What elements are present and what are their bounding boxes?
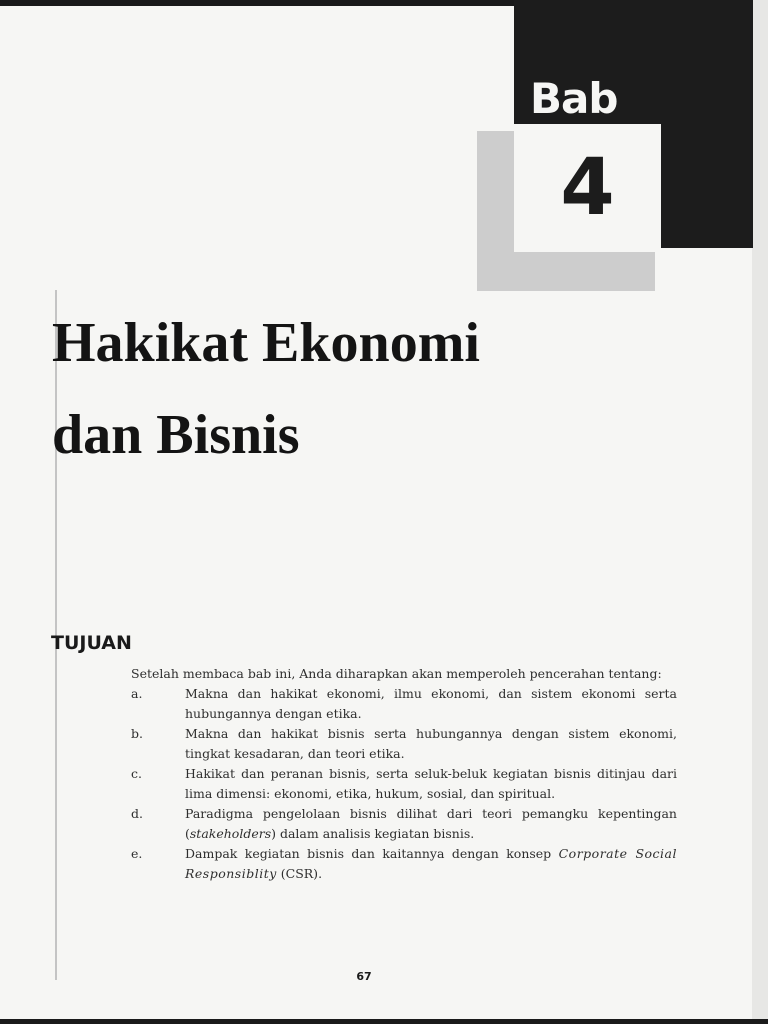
objective-text-start: Dampak kegiatan bisnis dan kaitannya dengan konsep bbox=[185, 846, 559, 861]
chapter-title-line-2: dan Bisnis bbox=[52, 404, 300, 466]
objective-text: Makna dan hakikat ekonomi, ilmu ekonomi, dan sistem ekonomi serta hubungannya dengan etika. bbox=[185, 686, 677, 721]
chapter-label: Bab bbox=[530, 74, 618, 123]
objective-text bbox=[185, 844, 677, 884]
objectives-list bbox=[131, 684, 677, 884]
objective-text-end: ) dalam analisis kegiatan bisnis. bbox=[271, 826, 475, 841]
objective-text-end: (CSR). bbox=[276, 866, 323, 881]
objective-letter: b. bbox=[131, 726, 143, 741]
objective-text: Makna dan hakikat bisnis serta hubungannya dengan sistem ekonomi, tingkat kesadaran, dan teori etika. bbox=[185, 726, 677, 761]
page-number: 67 bbox=[356, 970, 372, 983]
chapter-title-line-1: Hakikat Ekonomi bbox=[52, 312, 480, 374]
objective-item bbox=[131, 844, 677, 884]
objectives-intro: Setelah membaca bab ini, Anda diharapkan akan memperoleh pencerahan tentang: bbox=[131, 666, 662, 681]
page-right-edge bbox=[752, 0, 768, 1024]
objective-text bbox=[185, 804, 677, 844]
chapter-number: 4 bbox=[560, 143, 615, 233]
objective-text-italic: stakeholders bbox=[189, 826, 272, 841]
objective-text: Hakikat dan peranan bisnis, serta seluk-beluk kegiatan bisnis ditinjau dari lima dimensi: ekonomi, etika, hukum, sosial, dan spiritual. bbox=[185, 766, 677, 801]
objective-item bbox=[131, 724, 677, 764]
objective-letter: a. bbox=[131, 686, 143, 701]
objective-item bbox=[131, 684, 677, 724]
objective-item bbox=[131, 764, 677, 804]
objective-text-start: Paradigma pengelolaan bisnis dilihat dari teori pemangku kepentingan ( bbox=[185, 806, 677, 841]
objective-letter: e. bbox=[131, 846, 143, 861]
objective-text-italic: Corporate Social Responsiblity bbox=[185, 846, 677, 881]
chapter-title bbox=[52, 297, 612, 481]
page-bottom-edge bbox=[0, 1019, 768, 1024]
objectives-heading: TUJUAN bbox=[51, 632, 132, 654]
objective-letter: c. bbox=[131, 766, 142, 781]
objective-item bbox=[131, 804, 677, 844]
objective-letter: d. bbox=[131, 806, 143, 821]
